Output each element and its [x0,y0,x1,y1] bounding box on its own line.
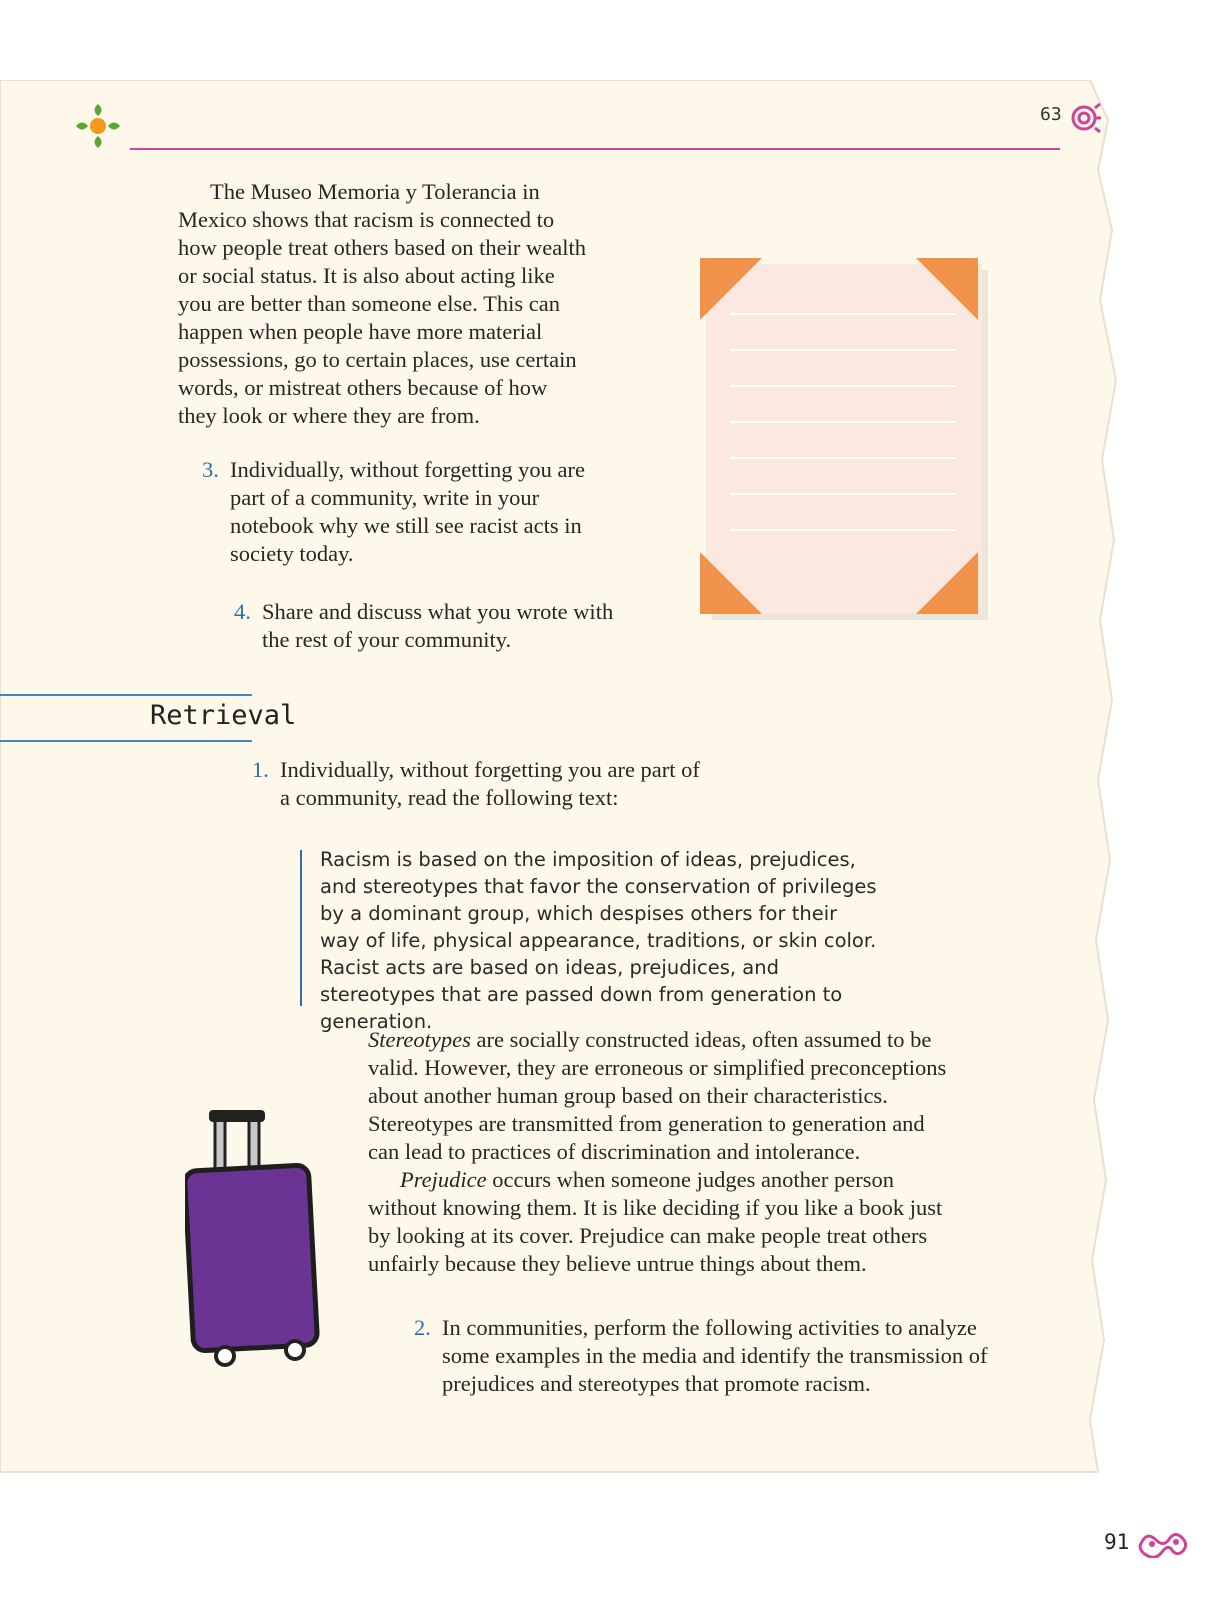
inner-page-number: 63 [1040,104,1062,125]
prejudice-term: Prejudice [400,1167,487,1192]
header-rule [130,148,1060,150]
activity-item [234,598,642,654]
page-number: 91 [1104,1530,1130,1554]
activity-number: 3. [202,457,219,482]
activity-text: Individually, without forgetting you are part of a community, write in your notebook why we still see racist acts in society today. [230,457,585,566]
activity-number: 4. [234,599,251,624]
activity-item [202,456,600,568]
stereotypes-text: are socially constructed ideas, often assumed to be valid. However, they are erroneous or simplified preconceptions about another human group based on their characteristics. Stereotypes are transmitted from generation to generation and can lead to practices of discrimination and intolerance. [368,1027,947,1164]
retrieval-number: 2. [414,1315,431,1340]
swirl-ornament-icon [1136,1526,1188,1558]
prejudice-paragraph [368,1166,958,1278]
intro-paragraph: The Museo Memoria y Tolerancia in Mexico shows that racism is connected to how people treat others based on their wealth or social status. It is also about acting like you are better than someone else. This can happen when people have more material possessions, go to certain places, use certain words, or mistreat others because of how they look or where they are from. [178,179,586,428]
retrieval-number: 1. [252,757,269,782]
activity-text: Share and discuss what you wrote with the rest of your community. [262,599,614,652]
stereotypes-term: Stereotypes [368,1027,471,1052]
stereotypes-paragraph [368,1026,948,1166]
retrieval-item [414,1314,1022,1398]
retrieval-text: Individually, without forgetting you are part of a community, read the following text: [280,757,700,810]
racism-quote: Racism is based on the imposition of ideas, prejudices, and stereotypes that favor the conservation of privileges by a dominant group, which despises others for their way of life, physical appearance, traditions, or skin color. Racist acts are based on ideas, prejudices, and stereotypes that are passed down from generation to generation. [320,848,877,1033]
quote-bar [300,850,302,1006]
section-rule-bottom [0,740,252,742]
section-title: Retrieval [150,700,297,731]
suitcase-illustration [185,1110,330,1372]
swirl-ornament-icon [1070,100,1102,136]
retrieval-item [252,756,710,812]
retrieval-text: In communities, perform the following activities to analyze some examples in the media and identify the transmission of prejudices and stereotypes that promote racism. [442,1315,988,1396]
prejudice-text: occurs when someone judges another person without knowing them. It is like deciding if you like a book just by looking at its cover. Prejudice can make people treat others unfairly because they believe untrue things about them. [368,1167,943,1276]
section-rule-top [0,694,252,696]
notepad-illustration [700,258,1000,628]
flower-logo-icon [72,100,124,152]
